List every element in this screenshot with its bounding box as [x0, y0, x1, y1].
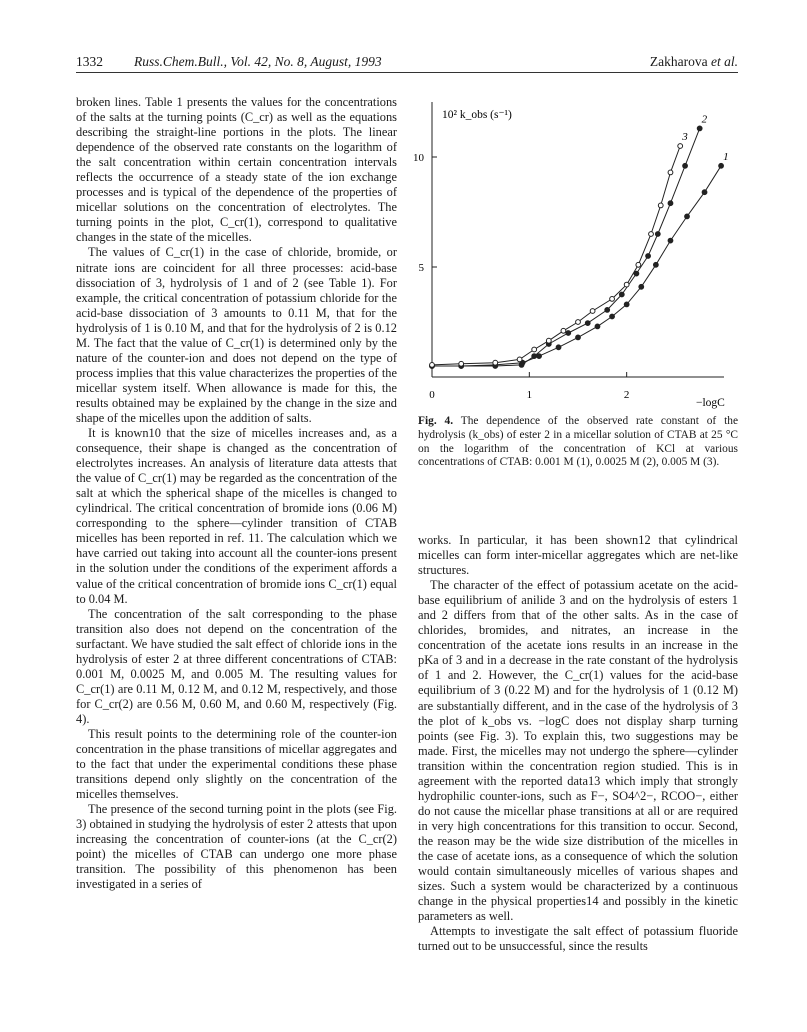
paragraph: The concentration of the salt corresponding to the phase transition also does not depend on the concentration of the surfactant. We have studied the salt effect of chloride ions in the hydrolysis of ester 2 at three different concentrations of CTAB: 0.001 M, 0.0025 M, and 0.005 M. The resulting values for C_cr(1) are 0.11 M, 0.12 M, and 0.12 M, respectively, and those for C_cr(2) are 0.56 M, 0.60 M, and 0.60 M, respectively (Fig. 4). [76, 606, 397, 726]
data-point [556, 345, 561, 350]
series-label: 3 [682, 131, 688, 143]
data-point [653, 262, 658, 267]
data-point [678, 144, 683, 149]
data-point [576, 335, 581, 340]
data-point [668, 170, 673, 175]
series-label: 1 [723, 150, 729, 163]
data-point [532, 354, 537, 359]
figure-caption [418, 415, 738, 470]
x-tick-label: 0 [429, 389, 435, 401]
data-point [658, 203, 663, 208]
data-point [683, 163, 688, 168]
data-point [519, 363, 524, 368]
data-point [639, 284, 644, 289]
paragraph: It is known10 that the size of micelles increases and, as a consequence, their shape is changed as the concentration of electrolytes increases. An analysis of literature data attests that the value of C_cr(1) may be regarded as the concentration of the salt at which the spherical shape of the micelles is changed to cylindrical. The critical concentration of bromide ions (0.06 M) corresponding to the sphere—cylinder transition of CTAB micelles has been reported in ref. 11. The calculation which we have carried out taking into account all the counter-ions present in the solution under the conditions of the experiment affords a value of the critical concentration of bromide ions C_cr(1) equal to 0.04 M. [76, 426, 397, 606]
data-point [610, 297, 615, 302]
y-tick-label: 10 [413, 152, 424, 164]
data-point [546, 338, 551, 343]
data-point [624, 282, 629, 287]
data-point [624, 302, 629, 307]
data-point [668, 201, 673, 206]
data-point [459, 361, 464, 366]
running-header [76, 54, 738, 74]
paragraph: The presence of the second turning point in the plots (see Fig. 3) obtained in studying the hydrolysis of ester 2 attests that upon increasing the concentration of counter-ions (at the C_cr(2) point) the micelles of CTAB can undergo one more phase transition. The possibility of this phenomenon has been investigated in a series of [76, 802, 397, 892]
left-column [76, 95, 397, 892]
journal-reference: Russ.Chem.Bull., Vol. 42, No. 8, August, 1993 [134, 54, 382, 69]
paragraph: works. In particular, it has been shown12 that cylindrical micelles can form inter-micellar aggregates which are net-like structures. [418, 533, 738, 578]
data-point [655, 232, 660, 237]
y-axis-label: 10² k_obs (s⁻¹) [442, 109, 512, 121]
series-label: 2 [701, 113, 708, 126]
paragraph: The values of C_cr(1) in the case of chloride, bromide, or nitrate ions are coincident for all three processes: acid-base dissociation of 3, hydrolysis of 1 and of 2 (see Table 1). For example, the critical concentration of potassium chloride for the acid-base dissociation of 3 amounts to 0.11 M, that for the hydrolysis of 1 is 0.10 M, and that for the hydrolysis of 2 is 0.12 M. The fact that the value of C_cr(1) is determined only by the nature of the counter-ion and does not depend on the type of process implies that this value characterizes the properties of the micellar system itself. When allowance is made for this, the results obtained may be explained by the change in the size and shape of the micelles upon the addition of salts. [76, 245, 397, 425]
data-point [532, 347, 537, 352]
right-column [418, 533, 738, 954]
data-point [610, 314, 615, 319]
data-point [537, 354, 542, 359]
data-point [585, 321, 590, 326]
caption-label: Fig. 4. [418, 415, 454, 427]
data-point [493, 360, 498, 365]
author-name: Zakharova [649, 54, 708, 69]
figure-4 [413, 92, 738, 412]
data-point [697, 126, 702, 131]
y-tick-label: 5 [418, 262, 424, 274]
author-suffix: et al. [707, 54, 738, 69]
data-point [576, 320, 581, 325]
data-point [590, 309, 595, 314]
data-point [605, 308, 610, 313]
header-rule [76, 72, 738, 73]
paragraph: broken lines. Table 1 presents the values for the concentrations of the salts at the turning points (C_cr) as well as the equations describing the straight-line portions in the plots. The linear dependence of the observed rate constants on the logarithm of the salt concentration within certain concentration intervals reflects the occurrence of a steady state of the ion exchange processes and is typical of the dependence of the properties of micellar solutions on the concentration of electrolytes. The turning points in the plot, C_cr(1), correspond to qualitative changes in the state of the micelles. [76, 95, 397, 245]
data-point [595, 324, 600, 329]
authors [650, 54, 738, 70]
caption-text: The dependence of the observed rate constant of the hydrolysis (k_obs) of ester 2 in a micellar solution of CTAB at 25 °C on the logarithm of the concentration of KCl at various concentrations of CTAB: 0.001 M (1), 0.0025 M (2), 0.005 M (3). [418, 415, 738, 469]
paragraph: The character of the effect of potassium acetate on the acid-base equilibrium of anilide 3 and on the hydrolysis of esters 1 and 2 differs from that of the other salts. As in the case of chlorides, bromides, and nitrates, an increase in the concentration of the acetate ions results in an increase in the pKa of 3 and in a decrease in the rate constant of the hydrolysis of 1 and 2. However, the C_cr(1) values for the acid-base equilibrium of 3 (0.22 M) and for the hydrolysis of 1 (0.12 M) are substantially different, and in the case of the hydrolysis of 3 the plot of k_obs vs. −logC does not display sharp turning points (see Fig. 3). To explain this, two suggestions may be made. First, the micelles may not undergo the sphere—cylinder transition within the concentration region studied. This is in agreement with the reported data13 which imply that strongly hydrophilic counter-ions, such as F−, SO4^2−, RCOO−, either do not cause the micellar phase transitions at all or are required in very high concentrations for this transition to occur. Second, the reason may be the wide size distribution of the micelles in the case of acetate ions, as a consequence of which the solution would contain simultaneously micelles of various shapes and sizes. Such a system would be characterized by a continuous change in the physical properties14 and possibly in the kinetic parameters as well. [418, 578, 738, 924]
data-point [517, 357, 522, 362]
data-point [702, 190, 707, 195]
series-line-3 [432, 146, 680, 365]
rate-constant-chart [413, 92, 738, 412]
data-point [636, 262, 641, 267]
x-tick-label: 2 [623, 389, 630, 401]
data-point [719, 163, 724, 168]
data-point [566, 331, 571, 336]
data-point [646, 254, 651, 259]
data-point [619, 292, 624, 297]
paragraph: Attempts to investigate the salt effect of potassium fluoride turned out to be unsuccessful, since the results [418, 924, 738, 954]
x-tick-label: 1 [526, 389, 533, 401]
chart-series [430, 113, 729, 368]
data-point [668, 238, 673, 243]
page-number: 1332 [76, 54, 103, 69]
paragraph: This result points to the determining role of the counter-ion concentration in the phase transitions of micellar aggregates and to the fact that under the experimental conditions these phase transitions depend only slightly on the concentration of the micelles themselves. [76, 726, 397, 802]
data-point [685, 214, 690, 219]
data-point [649, 232, 654, 237]
data-point [430, 363, 435, 368]
x-axis-label: −logC [696, 397, 725, 409]
data-point [561, 328, 566, 333]
